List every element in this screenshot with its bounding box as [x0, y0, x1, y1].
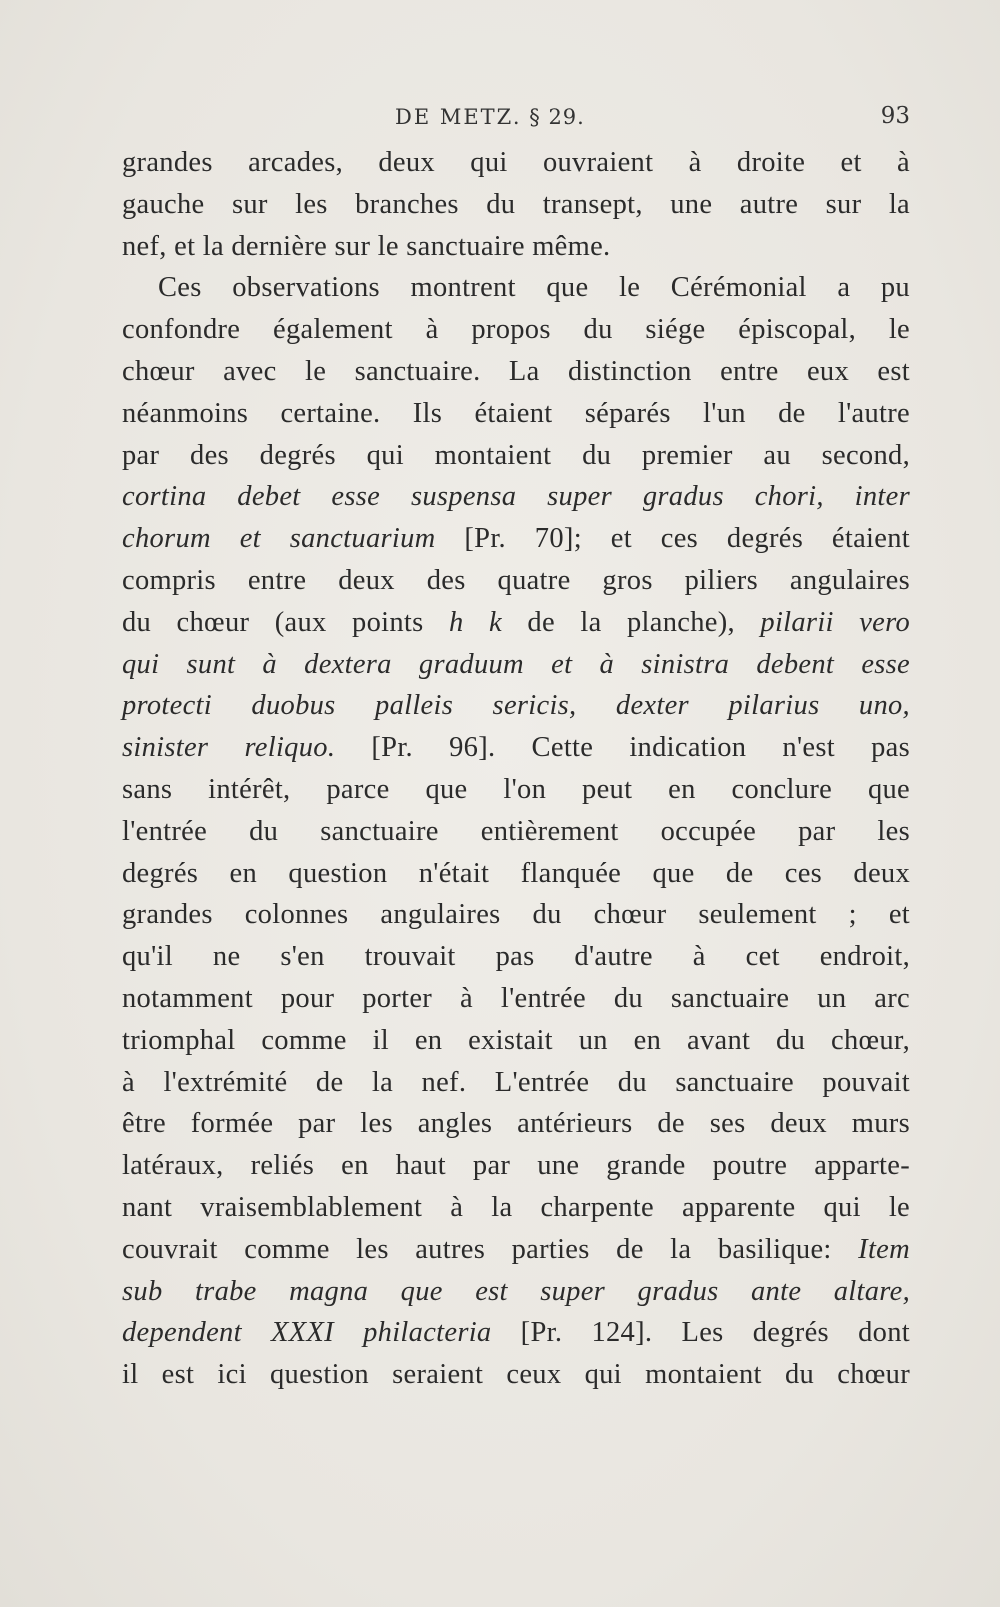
text-line — [122, 1145, 910, 1187]
text-run: grandes arcades, deux qui ouvraient à droite et à — [122, 147, 910, 178]
text-line — [122, 1020, 910, 1062]
text-line — [122, 393, 910, 435]
text-line — [122, 435, 910, 477]
text-run: Ces observations montrent que le Cérémonial a pu — [158, 272, 910, 304]
text-line — [122, 894, 910, 936]
text-run: [Pr. 124]. Les degrés dont — [491, 1317, 910, 1349]
italic-latin-quote: sub trabe magna que est super gradus ante altare, — [122, 1275, 910, 1307]
text-line — [122, 1354, 910, 1396]
text-line — [122, 142, 910, 184]
italic-latin-quote: h k — [448, 606, 502, 638]
text-run: qu'il ne s'en trouvait pas d'autre à cet endroit, — [122, 941, 910, 973]
running-head — [395, 105, 585, 129]
running-head-title: DE METZ. — [395, 105, 522, 129]
text-run: par des degrés qui montaient du premier au second, — [122, 439, 910, 471]
text-line — [122, 1229, 910, 1271]
text-run: nant vraisemblablement à la charpente apparente qui le — [122, 1191, 910, 1223]
text-run: compris entre deux des quatre gros piliers angulaires — [122, 564, 910, 596]
text-line — [122, 1187, 910, 1229]
italic-latin-quote: Item — [858, 1233, 910, 1265]
text-line — [122, 184, 910, 226]
text-run: néanmoins certaine. Ils étaient séparés l'un de l'autre — [122, 397, 910, 429]
text-run: [Pr. 96]. Cette indication n'est pas — [335, 732, 910, 764]
italic-latin-quote: dependent XXXI philacteria — [122, 1317, 492, 1349]
text-run: confondre également à propos du siége épiscopal, le — [122, 314, 910, 346]
text-line — [122, 644, 910, 686]
text-line — [122, 476, 910, 518]
text-run: du chœur (aux points — [122, 606, 449, 638]
text-line — [122, 602, 910, 644]
text-run: de la planche), — [501, 606, 761, 638]
text-line — [122, 978, 910, 1020]
text-line — [122, 1062, 910, 1104]
text-line — [122, 769, 910, 811]
text-run: degrés en question n'était flanquée que de ces deux — [122, 857, 910, 889]
italic-latin-quote: pilarii vero — [760, 606, 910, 638]
text-line — [122, 1271, 910, 1313]
body-text — [122, 142, 910, 1396]
italic-latin-quote: qui sunt à dextera graduum et à sinistra debent esse — [122, 648, 910, 680]
italic-latin-quote: cortina debet esse suspensa super gradus chori, inter — [122, 481, 910, 513]
text-line — [122, 727, 910, 769]
text-line — [122, 936, 910, 978]
text-line — [122, 309, 910, 351]
text-run: sans intérêt, parce que l'on peut en conclure que — [122, 773, 910, 805]
text-line — [122, 685, 910, 727]
text-line — [122, 518, 910, 560]
text-line — [122, 1103, 910, 1145]
text-line — [122, 1312, 910, 1354]
text-line — [122, 351, 910, 393]
running-head-section: § 29. — [529, 105, 585, 129]
italic-latin-quote: sinister reliquo. — [122, 732, 336, 764]
text-run: il est ici question seraient ceux qui montaient du chœur — [122, 1359, 910, 1391]
text-run: triomphal comme il en existait un en avant du chœur, — [122, 1024, 910, 1056]
text-run: gauche sur les branches du transept, une autre sur la — [122, 188, 910, 220]
text-run: latéraux, reliés en haut par une grande poutre apparte- — [122, 1150, 910, 1182]
text-run: nef, et la dernière sur le sanctuaire même. — [122, 230, 611, 262]
text-line — [122, 853, 910, 895]
text-run: à l'extrémité de la nef. L'entrée du sanctuaire pouvait — [122, 1066, 910, 1098]
text-line — [122, 560, 910, 602]
text-line — [122, 226, 910, 268]
text-run: [Pr. 70]; et ces degrés étaient — [435, 523, 910, 555]
text-run: grandes colonnes angulaires du chœur seulement ; et — [122, 899, 910, 931]
text-line — [122, 811, 910, 853]
text-run: chœur avec le sanctuaire. La distinction entre eux est — [122, 355, 910, 387]
text-line — [122, 267, 910, 309]
text-run: couvrait comme les autres parties de la basilique: — [122, 1233, 859, 1265]
text-run: l'entrée du sanctuaire entièrement occupée par les — [122, 815, 910, 847]
page-number: 93 — [880, 103, 910, 129]
page-header — [125, 95, 910, 135]
italic-latin-quote: protecti duobus palleis sericis, dexter pilarius uno, — [122, 690, 910, 722]
italic-latin-quote: chorum et sanctuarium — [122, 523, 436, 555]
text-run: être formée par les angles antérieurs de ses deux murs — [122, 1108, 910, 1140]
text-run: notamment pour porter à l'entrée du sanctuaire un arc — [122, 982, 910, 1014]
